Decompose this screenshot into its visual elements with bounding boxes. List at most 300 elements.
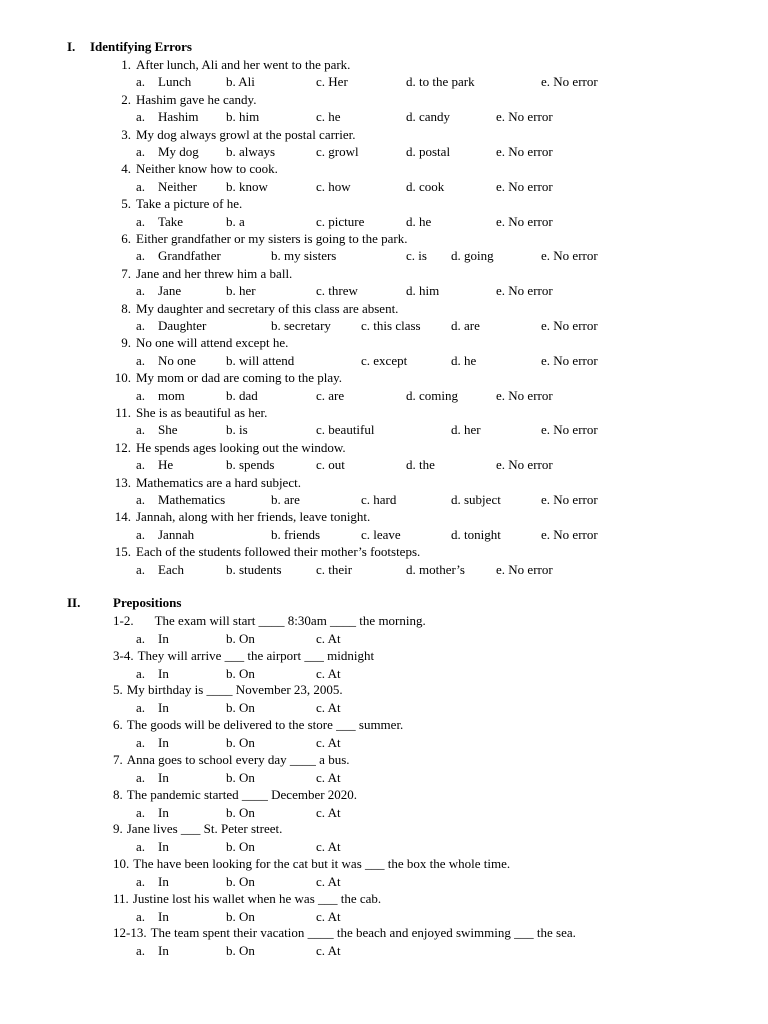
- option-letter: c.: [316, 422, 326, 438]
- option-letter: b.: [226, 109, 236, 125]
- option-letter: d.: [406, 144, 416, 159]
- options-line: [0, 769, 768, 786]
- option-letter: b.: [226, 422, 236, 438]
- option-text: My dog: [158, 144, 199, 159]
- option-letter: d.: [406, 457, 416, 473]
- question-line: [0, 543, 768, 560]
- question-line: [0, 195, 768, 212]
- option: [316, 213, 364, 230]
- option-text: On: [239, 735, 255, 751]
- option-letter: c.: [316, 283, 326, 299]
- option-text: On: [239, 769, 255, 785]
- option-text: On: [239, 804, 255, 820]
- question-number: 1.: [121, 57, 131, 72]
- option-letter: a.: [136, 700, 146, 716]
- option-text: Grandfather: [158, 248, 221, 264]
- option-text: are: [284, 492, 300, 507]
- question-line: [113, 820, 758, 837]
- question-line: [113, 681, 758, 698]
- option: [226, 804, 255, 821]
- section-number: I.: [67, 39, 76, 54]
- question-number: 13.: [114, 474, 131, 490]
- option: [406, 387, 458, 404]
- option-letter: e.: [496, 109, 506, 125]
- option: [226, 630, 255, 647]
- question-line: [113, 855, 758, 872]
- question-line: [0, 508, 768, 525]
- options-line: [0, 387, 768, 404]
- section-title: Prepositions: [113, 595, 182, 610]
- option-letter: e.: [496, 144, 506, 159]
- question-text: Either grandfather or my sisters is going to the park.: [136, 231, 408, 246]
- question-text: My birthday is ____ November 23, 2005.: [126, 682, 343, 698]
- option-letter: c.: [316, 873, 326, 889]
- option-text: mother’s: [419, 561, 465, 577]
- option-text: Take: [158, 213, 184, 229]
- option-text: In: [158, 700, 169, 716]
- question-number: 14.: [114, 509, 131, 525]
- option-text: On: [239, 908, 255, 924]
- option: [316, 282, 358, 299]
- option-letter: c.: [316, 839, 326, 855]
- option-text: No error: [508, 213, 553, 229]
- options-line: [0, 804, 768, 821]
- option-letter: e.: [496, 283, 506, 299]
- option-letter: b.: [226, 74, 236, 90]
- option-text: No error: [553, 318, 598, 333]
- option-text: No error: [508, 387, 553, 403]
- option-text: At: [327, 700, 341, 716]
- options-line: [0, 908, 768, 925]
- option-text: No error: [553, 526, 598, 542]
- option-letter: c.: [361, 492, 371, 507]
- question-line: [113, 612, 758, 629]
- question-number: 5.: [121, 196, 131, 212]
- option-text: No error: [508, 109, 553, 125]
- option-letter: a.: [136, 839, 146, 855]
- option-letter: e.: [496, 387, 506, 403]
- option: [316, 630, 341, 647]
- question-text: My daughter and secretary of this class are absent.: [136, 300, 399, 316]
- option-text: leave: [373, 526, 401, 542]
- question-number: 11.: [115, 405, 131, 420]
- option-letter: b.: [226, 700, 236, 716]
- option-text: No error: [508, 561, 553, 577]
- option-letter: a.: [136, 318, 146, 333]
- question-number: 4.: [121, 161, 131, 177]
- option-letter: c.: [361, 526, 371, 542]
- option: [406, 73, 475, 90]
- option-letter: c.: [316, 943, 326, 959]
- option: [226, 769, 255, 786]
- option-text: dad: [239, 387, 258, 403]
- question-text: Neither know how to cook.: [136, 161, 278, 177]
- option-letter: d.: [451, 422, 461, 438]
- option: [541, 73, 598, 90]
- option-text: candy: [419, 109, 451, 125]
- option: [316, 73, 348, 90]
- option-text: She: [158, 422, 178, 438]
- section-number: II.: [67, 595, 81, 610]
- question-number: 1-2.: [113, 613, 134, 628]
- option-text: picture: [328, 213, 365, 229]
- option: [541, 247, 598, 264]
- option-letter: e.: [496, 457, 506, 473]
- options-line: [0, 213, 768, 230]
- option-letter: a.: [136, 178, 146, 194]
- option: [496, 387, 553, 404]
- option-letter: c.: [316, 769, 326, 785]
- options-line: [0, 526, 768, 543]
- option-letter: a.: [136, 457, 146, 473]
- option-text: know: [239, 178, 268, 194]
- option-text: Hashim: [158, 109, 199, 125]
- option-letter: b.: [226, 144, 236, 159]
- option-letter: a.: [136, 248, 146, 264]
- question-number: 7.: [121, 265, 131, 281]
- option: [541, 491, 598, 508]
- option-text: Jane: [158, 283, 182, 299]
- option: [316, 699, 341, 716]
- option: [226, 456, 274, 473]
- option-letter: b.: [226, 457, 236, 473]
- question-text: The have been looking for the cat but it was ___ the box the whole time.: [133, 855, 511, 871]
- question-number: 9.: [113, 821, 123, 837]
- option-letter: a.: [136, 283, 146, 299]
- option-letter: a.: [136, 873, 146, 889]
- option-text: him: [419, 283, 440, 299]
- option-text: tonight: [464, 526, 501, 542]
- option: [406, 282, 439, 299]
- question-line: [113, 924, 758, 941]
- question-text: He spends ages looking out the window.: [136, 439, 346, 455]
- question-text: My mom or dad are coming to the play.: [136, 370, 343, 386]
- question-number: 6.: [121, 231, 131, 246]
- option-letter: a.: [136, 665, 146, 681]
- question-text: Justine lost his wallet when he was ___ the cab.: [132, 890, 382, 906]
- option: [271, 526, 320, 543]
- option: [451, 317, 480, 334]
- question-number: 12.: [114, 439, 131, 455]
- option-letter: e.: [541, 318, 551, 333]
- option-letter: a.: [136, 804, 146, 820]
- option-letter: b.: [226, 665, 236, 681]
- options-line: [0, 247, 768, 264]
- option-text: No error: [553, 422, 598, 438]
- option-text: At: [327, 943, 341, 959]
- option: [316, 665, 341, 682]
- option-text: No error: [508, 144, 553, 159]
- option: [226, 387, 258, 404]
- option-letter: b.: [226, 352, 236, 368]
- options-line: [0, 352, 768, 369]
- option-text: except: [373, 352, 408, 368]
- question-text: They will arrive ___ the airport ___ midnight: [137, 647, 375, 663]
- option-letter: d.: [406, 213, 416, 229]
- option-letter: d.: [406, 283, 416, 299]
- option-text: her: [239, 283, 256, 299]
- option-letter: d.: [451, 526, 461, 542]
- question-text: Hashim gave he candy.: [136, 91, 257, 107]
- option-text: He: [158, 457, 174, 473]
- option-text: At: [327, 804, 341, 820]
- option-text: At: [327, 908, 341, 924]
- option: [406, 143, 450, 160]
- option-letter: d.: [406, 561, 416, 577]
- option-text: cook: [419, 178, 445, 194]
- question-text: She is as beautiful as her.: [136, 405, 268, 420]
- option-text: In: [158, 631, 169, 646]
- option-text: their: [328, 561, 353, 577]
- option-letter: e.: [496, 561, 506, 577]
- question-line: [113, 647, 758, 664]
- option-letter: d.: [451, 318, 461, 333]
- option-letter: d.: [406, 387, 416, 403]
- option-text: On: [239, 665, 255, 681]
- option-text: he: [328, 109, 341, 125]
- option-letter: c.: [316, 457, 326, 473]
- option-letter: b.: [226, 735, 236, 751]
- option-text: In: [158, 804, 169, 820]
- option-letter: d.: [406, 178, 416, 194]
- option-letter: e.: [496, 213, 506, 229]
- option-text: Mathematics: [158, 492, 226, 507]
- question-line: [0, 439, 768, 456]
- option-text: Each: [158, 561, 184, 577]
- option-letter: a.: [136, 735, 146, 751]
- option: [316, 387, 344, 404]
- option: [451, 526, 501, 543]
- options-line: [0, 873, 768, 890]
- option: [226, 352, 294, 369]
- option-letter: b.: [226, 213, 236, 229]
- option-text: On: [239, 943, 255, 959]
- option-letter: a.: [136, 109, 146, 125]
- option: [451, 352, 476, 369]
- option-letter: a.: [136, 74, 146, 90]
- question-number: 11.: [113, 890, 129, 906]
- question-line: [0, 230, 768, 247]
- option-text: going: [464, 248, 494, 264]
- option-text: In: [158, 943, 169, 959]
- option-letter: c.: [316, 700, 326, 716]
- option-letter: e.: [541, 492, 551, 507]
- option: [316, 804, 341, 821]
- option-text: Her: [328, 74, 348, 90]
- option-text: students: [239, 561, 282, 577]
- options-line: [0, 491, 768, 508]
- question-text: Anna goes to school every day ____ a bus.: [126, 751, 350, 767]
- option-letter: c.: [316, 387, 326, 403]
- option: [316, 456, 345, 473]
- question-line: [0, 404, 768, 421]
- option-text: hard: [373, 492, 397, 507]
- option: [361, 352, 407, 369]
- option-letter: e.: [541, 74, 551, 90]
- option: [316, 838, 341, 855]
- option-text: At: [327, 631, 341, 646]
- option: [451, 421, 481, 438]
- option: [226, 73, 255, 90]
- option-text: to the park: [419, 74, 475, 90]
- option-text: the: [419, 457, 435, 473]
- option-letter: b.: [226, 943, 236, 959]
- question-text: My dog always growl at the postal carrier.: [136, 126, 356, 142]
- option-text: No one: [158, 352, 196, 368]
- option-letter: a.: [136, 631, 146, 646]
- question-text: After lunch, Ali and her went to the park.: [136, 57, 351, 72]
- question-text: Take a picture of he.: [136, 196, 243, 212]
- option-letter: c.: [316, 213, 326, 229]
- option: [226, 873, 255, 890]
- option-letter: a.: [136, 492, 146, 507]
- question-number: 10.: [113, 855, 130, 871]
- question-number: 6.: [113, 717, 123, 733]
- question-number: 8.: [121, 300, 131, 316]
- question-text: Jane lives ___ St. Peter street.: [126, 821, 283, 837]
- question-number: 15.: [114, 544, 131, 560]
- question-text: Jane and her threw him a ball.: [136, 265, 293, 281]
- option-text: this class: [373, 318, 421, 333]
- option-text: mom: [158, 387, 185, 403]
- options-line: [0, 838, 768, 855]
- option: [316, 561, 352, 578]
- option-text: On: [239, 839, 255, 855]
- option-letter: b.: [226, 769, 236, 785]
- option-letter: a.: [136, 526, 146, 542]
- option-letter: a.: [136, 144, 146, 159]
- options-line: [0, 73, 768, 90]
- option: [361, 491, 396, 508]
- question-number: 12-13.: [113, 925, 147, 941]
- option-letter: a.: [136, 943, 146, 959]
- question-text: Jannah, along with her friends, leave tonight.: [136, 509, 371, 525]
- option-text: her: [464, 422, 481, 438]
- option-text: is: [239, 422, 248, 438]
- option-letter: b.: [226, 908, 236, 924]
- option-text: At: [327, 769, 341, 785]
- option-text: Daughter: [158, 318, 207, 333]
- question-text: The goods will be delivered to the store ___ summer.: [126, 717, 404, 733]
- option: [541, 421, 598, 438]
- option: [316, 942, 341, 959]
- option-letter: b.: [271, 318, 281, 333]
- option-text: On: [239, 631, 255, 646]
- option-letter: b.: [226, 873, 236, 889]
- question-line: [0, 474, 768, 491]
- question-line: [113, 716, 758, 733]
- option: [496, 282, 553, 299]
- option-letter: b.: [271, 248, 281, 264]
- option: [406, 247, 427, 264]
- option-letter: c.: [361, 318, 371, 333]
- option-text: are: [464, 318, 480, 333]
- option-text: Neither: [158, 178, 197, 194]
- options-line: [0, 178, 768, 195]
- option: [406, 456, 435, 473]
- question-number: 5.: [113, 682, 123, 698]
- options-line: [0, 456, 768, 473]
- option-text: him: [239, 109, 260, 125]
- question-line: [0, 56, 768, 73]
- option: [541, 317, 598, 334]
- option: [226, 213, 245, 230]
- option: [316, 873, 341, 890]
- options-line: [0, 282, 768, 299]
- question-line: [113, 751, 758, 768]
- question-line: [0, 126, 768, 143]
- option: [451, 491, 501, 508]
- option-text: are: [328, 387, 345, 403]
- option: [226, 665, 255, 682]
- option-letter: d.: [451, 352, 461, 368]
- option: [316, 769, 341, 786]
- options-line: [0, 421, 768, 438]
- options-line: [0, 665, 768, 682]
- option: [541, 352, 598, 369]
- option-text: Jannah: [158, 526, 195, 542]
- option-text: my sisters: [284, 248, 337, 264]
- question-number: 9.: [121, 335, 131, 351]
- option-text: out: [328, 457, 345, 473]
- option-letter: c.: [316, 631, 326, 646]
- option-letter: b.: [271, 492, 281, 507]
- options-line: [0, 630, 768, 647]
- option-letter: b.: [226, 839, 236, 855]
- option: [496, 178, 553, 195]
- question-text: The pandemic started ____ December 2020.: [126, 786, 358, 802]
- option: [226, 178, 268, 195]
- option-letter: a.: [136, 387, 146, 403]
- option-letter: c.: [316, 109, 326, 125]
- option-letter: a.: [136, 422, 146, 438]
- option: [406, 561, 465, 578]
- option-letter: c.: [361, 352, 371, 368]
- question-line: [0, 334, 768, 351]
- question-number: 8.: [113, 786, 123, 802]
- option-letter: c.: [316, 144, 326, 159]
- option-text: subject: [464, 492, 501, 507]
- option-text: In: [158, 735, 169, 751]
- option: [226, 734, 255, 751]
- option: [406, 213, 431, 230]
- option-letter: e.: [496, 178, 506, 194]
- option-letter: b.: [226, 631, 236, 646]
- option: [496, 108, 553, 125]
- option-letter: e.: [541, 422, 551, 438]
- option: [361, 317, 421, 334]
- option-letter: b.: [226, 283, 236, 299]
- option-letter: c.: [316, 665, 326, 681]
- question-text: The team spent their vacation ____ the beach and enjoyed swimming ___ the sea.: [150, 925, 576, 941]
- option-text: a: [239, 213, 245, 229]
- option-text: is: [418, 248, 427, 264]
- option-text: In: [158, 839, 169, 855]
- question-line: [0, 300, 768, 317]
- option: [226, 838, 255, 855]
- option-letter: c.: [316, 74, 326, 90]
- option-letter: e.: [541, 248, 551, 264]
- question-line: [113, 786, 758, 803]
- option-text: In: [158, 769, 169, 785]
- option: [316, 421, 375, 438]
- option-text: In: [158, 908, 169, 924]
- option-letter: b.: [271, 526, 281, 542]
- option-letter: c.: [406, 248, 416, 264]
- option-letter: b.: [226, 387, 236, 403]
- question-line: [0, 91, 768, 108]
- option: [316, 178, 351, 195]
